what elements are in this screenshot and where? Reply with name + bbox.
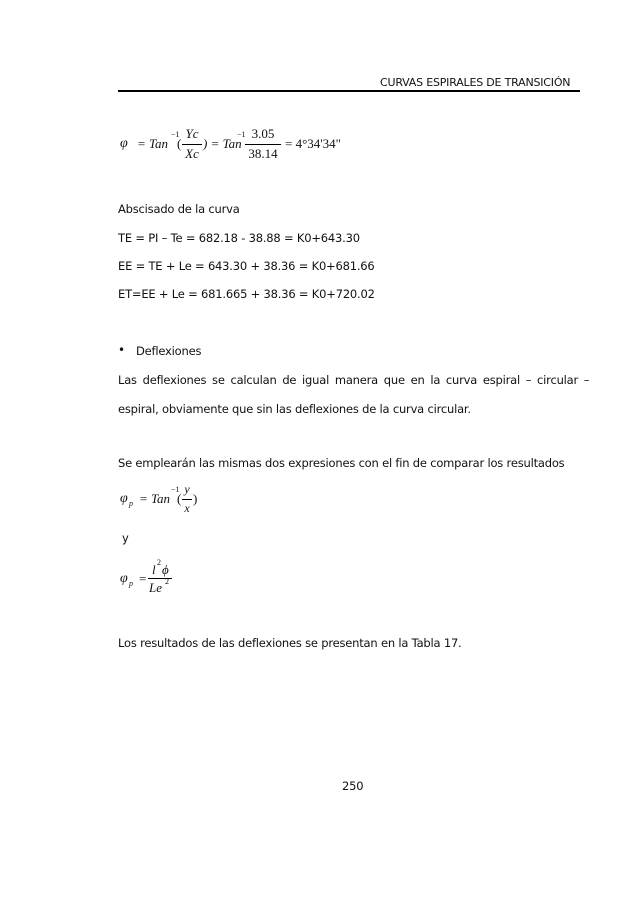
paragraph-line-1: Las deflexiones se calculan de igual manera que en la curva espiral – circular – — [118, 373, 590, 387]
angle-result: = 4°34'34" — [285, 136, 341, 151]
inverse-exponent: −1 — [171, 130, 180, 139]
fraction-denominator-xc: Xc — [185, 146, 199, 161]
numerator-l: l — [152, 562, 156, 577]
fraction-bar — [182, 499, 192, 500]
paragraph-line-2: espiral, obviamente que sin las deflexiones de la curva circular. — [118, 402, 471, 416]
section-title-deflexiones: Deflexiones — [136, 344, 202, 358]
tan-label: = Tan — [139, 491, 171, 506]
fraction-bar-2 — [245, 144, 281, 145]
tan-label: = Tan — [137, 136, 169, 151]
phi-symbol: φ — [120, 571, 128, 586]
equation-ee: EE = TE + Le = 643.30 + 38.36 = K0+681.66 — [118, 259, 375, 273]
fraction-bar — [182, 144, 202, 145]
fraction-denominator-value: 38.14 — [248, 146, 278, 161]
fraction-numerator-value: 3.05 — [251, 126, 275, 141]
phi-symbol: φ — [120, 491, 128, 506]
numerator-exponent: 2 — [157, 558, 161, 567]
open-paren: ( — [177, 136, 182, 151]
equation-et: ET=EE + Le = 681.665 + 38.36 = K0+720.02 — [118, 287, 375, 301]
header-rule — [118, 90, 580, 92]
fraction-numerator-y: y — [184, 482, 190, 496]
close-paren: ) — [193, 491, 198, 506]
fraction-denominator-x: x — [184, 501, 190, 515]
running-header: CURVAS ESPIRALES DE TRANSICIÓN — [380, 76, 571, 89]
denominator-le: Le — [149, 580, 162, 595]
numerator-phi: ϕ — [162, 562, 169, 577]
inverse-exponent: −1 — [171, 485, 180, 494]
subscript-p: p — [129, 579, 133, 588]
denominator-exponent: 2 — [165, 577, 169, 586]
fraction-numerator-yc: Yc — [185, 126, 199, 141]
bullet-icon: • — [118, 343, 126, 357]
page-number: 250 — [342, 779, 364, 793]
open-paren: ( — [177, 491, 182, 506]
section-title-abscisado: Abscisado de la curva — [118, 202, 240, 216]
equals-sign: = — [139, 571, 147, 586]
connector-text: y — [122, 531, 129, 545]
tan-label-2: ) = Tan — [203, 136, 242, 151]
paragraph-intro: Se emplearán las mismas dos expresiones con el fin de comparar los resultados — [118, 456, 565, 470]
inverse-exponent-2: −1 — [237, 130, 246, 139]
equation-te: TE = PI – Te = 682.18 - 38.88 = K0+643.30 — [118, 231, 360, 245]
closing-sentence: Los resultados de las deflexiones se presentan en la Tabla 17. — [118, 636, 462, 650]
subscript-p: p — [129, 499, 133, 508]
phi-symbol: φ — [120, 136, 128, 151]
